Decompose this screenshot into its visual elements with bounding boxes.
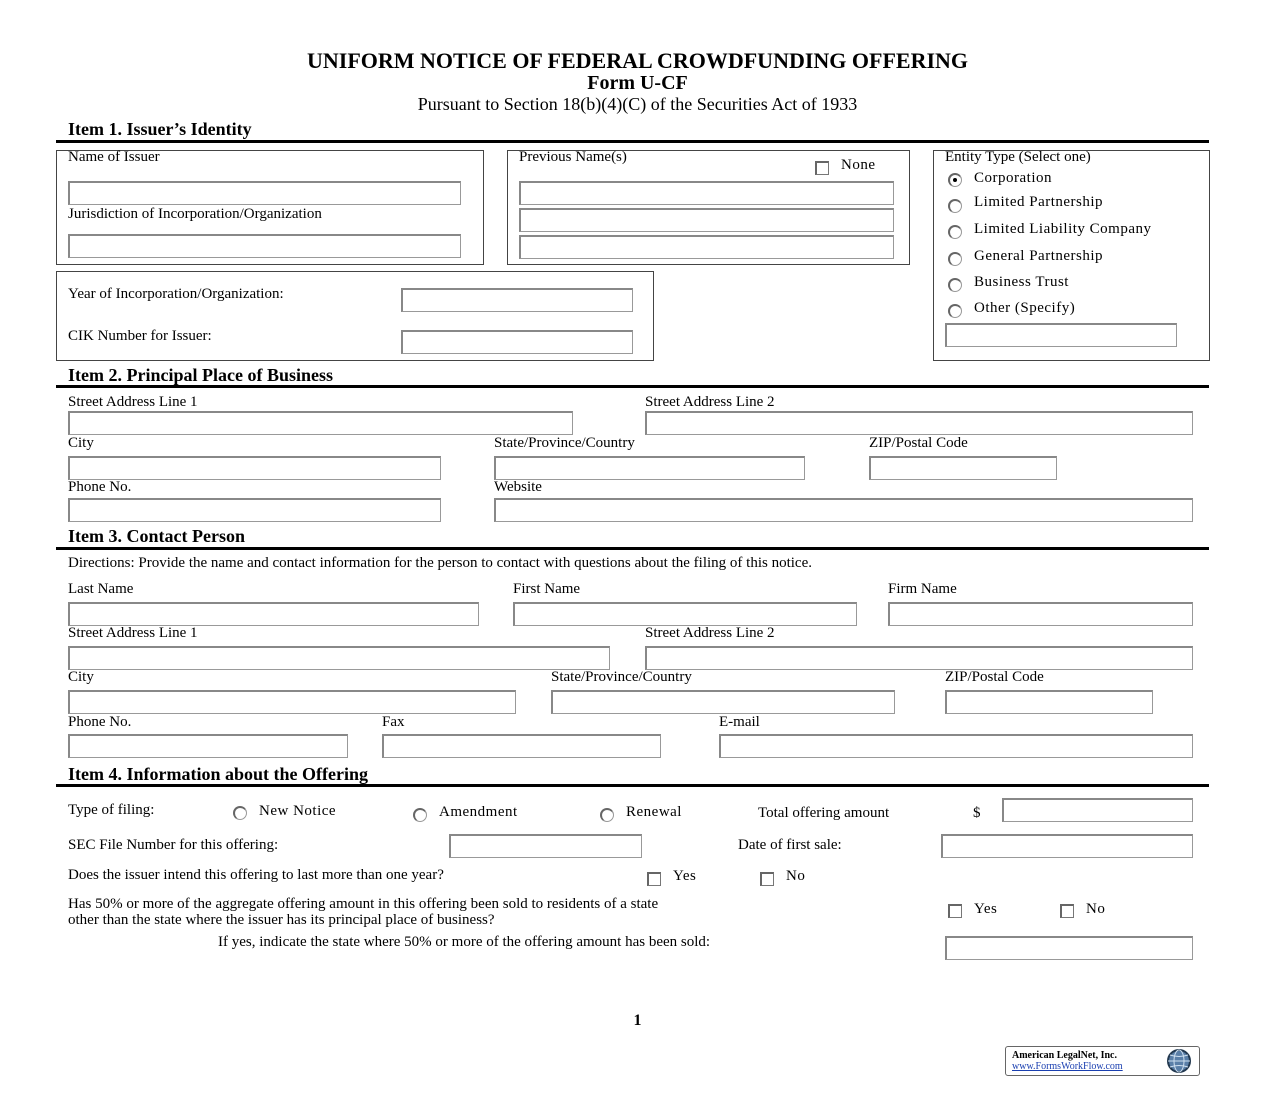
entity-option-llc: Limited Liability Company — [974, 221, 1152, 237]
item1-heading: Item 1. Issuer’s Identity — [68, 119, 252, 139]
form-title: UNIFORM NOTICE OF FEDERAL CROWDFUNDING OFFERING — [306, 48, 969, 73]
fifty-percent-question-line1: Has 50% or more of the aggregate offering amount in this offering been sold to residents of a state — [68, 896, 659, 912]
none-checkbox[interactable] — [815, 161, 829, 175]
one-year-yes-label: Yes — [673, 868, 697, 884]
total-amount-label: Total offering amount — [758, 805, 890, 821]
entity-radio-other[interactable] — [948, 304, 962, 318]
contact-zip-label: ZIP/Postal Code — [945, 669, 1044, 685]
entity-option-corporation: Corporation — [974, 170, 1052, 186]
business-street2-label: Street Address Line 2 — [645, 394, 775, 410]
one-year-no-checkbox[interactable] — [760, 872, 774, 886]
item2-rule — [56, 385, 1209, 388]
state-question: If yes, indicate the state where 50% or more of the offering amount has been sold: — [218, 934, 711, 950]
firm-name-label: Firm Name — [888, 581, 957, 597]
business-street1-label: Street Address Line 1 — [68, 394, 198, 410]
filing-option-new-notice: New Notice — [259, 803, 337, 819]
first-sale-input[interactable] — [941, 834, 1193, 858]
cik-label: CIK Number for Issuer: — [68, 328, 212, 344]
contact-phone-label: Phone No. — [68, 714, 132, 730]
item1-rule — [56, 140, 1209, 143]
entity-radio-general-partnership[interactable] — [948, 252, 962, 266]
business-street2-input[interactable] — [645, 411, 1193, 435]
contact-directions: Directions: Provide the name and contact information for the person to contact with questions about the filing of this notice. — [68, 555, 812, 571]
contact-zip-input[interactable] — [945, 690, 1153, 714]
business-zip-label: ZIP/Postal Code — [869, 435, 968, 451]
previous-name-input-2[interactable] — [519, 208, 894, 232]
dollar-sign: $ — [973, 805, 981, 821]
type-of-filing-label: Type of filing: — [68, 802, 155, 818]
logo-url-link[interactable]: www.FormsWorkFlow.com — [1012, 1061, 1123, 1072]
business-state-input[interactable] — [494, 456, 805, 480]
filing-radio-renewal[interactable] — [600, 808, 614, 822]
logo-company-name: American LegalNet, Inc. — [1012, 1050, 1117, 1061]
contact-state-label: State/Province/Country — [551, 669, 692, 685]
page-number: 1 — [633, 1012, 642, 1029]
one-year-no-label: No — [786, 868, 806, 884]
globe-icon — [1166, 1048, 1192, 1074]
fifty-percent-question-line2: other than the state where the issuer has its principal place of business? — [68, 912, 495, 928]
business-zip-input[interactable] — [869, 456, 1057, 480]
year-label: Year of Incorporation/Organization: — [68, 286, 284, 302]
entity-option-business-trust: Business Trust — [974, 274, 1069, 290]
firm-name-input[interactable] — [888, 602, 1193, 626]
business-city-input[interactable] — [68, 456, 441, 480]
contact-street2-label: Street Address Line 2 — [645, 625, 775, 641]
form-subtitle: Pursuant to Section 18(b)(4)(C) of the Securities Act of 1933 — [417, 94, 858, 114]
contact-phone-input[interactable] — [68, 734, 348, 758]
website-label: Website — [494, 479, 542, 495]
contact-street2-input[interactable] — [645, 646, 1193, 670]
one-year-question: Does the issuer intend this offering to last more than one year? — [68, 867, 444, 883]
contact-city-label: City — [68, 669, 94, 685]
business-street1-input[interactable] — [68, 411, 573, 435]
fifty-percent-yes-checkbox[interactable] — [948, 904, 962, 918]
business-phone-input[interactable] — [68, 498, 441, 522]
total-amount-input[interactable] — [1002, 798, 1193, 822]
previous-name-input-1[interactable] — [519, 181, 894, 205]
website-input[interactable] — [494, 498, 1193, 522]
entity-radio-corporation[interactable] — [948, 173, 962, 187]
entity-radio-business-trust[interactable] — [948, 278, 962, 292]
email-label: E-mail — [719, 714, 760, 730]
last-name-label: Last Name — [68, 581, 134, 597]
jurisdiction-label: Jurisdiction of Incorporation/Organization — [68, 206, 322, 222]
name-of-issuer-input[interactable] — [68, 181, 461, 205]
contact-street1-input[interactable] — [68, 646, 610, 670]
email-input[interactable] — [719, 734, 1193, 758]
name-of-issuer-label: Name of Issuer — [68, 149, 160, 165]
fifty-percent-no-checkbox[interactable] — [1060, 904, 1074, 918]
cik-input[interactable] — [401, 330, 633, 354]
fax-label: Fax — [382, 714, 405, 730]
filing-radio-new-notice[interactable] — [233, 806, 247, 820]
entity-option-other: Other (Specify) — [974, 300, 1076, 316]
first-name-label: First Name — [513, 581, 581, 597]
item2-heading: Item 2. Principal Place of Business — [68, 365, 333, 385]
fax-input[interactable] — [382, 734, 661, 758]
contact-street1-label: Street Address Line 1 — [68, 625, 198, 641]
sec-file-input[interactable] — [449, 834, 642, 858]
contact-city-input[interactable] — [68, 690, 516, 714]
none-label: None — [841, 157, 876, 173]
filing-option-renewal: Renewal — [626, 804, 682, 820]
entity-radio-llc[interactable] — [948, 225, 962, 239]
entity-type-label: Entity Type (Select one) — [945, 149, 1091, 165]
item3-rule — [56, 547, 1209, 550]
fifty-percent-yes-label: Yes — [974, 901, 998, 917]
previous-names-label: Previous Name(s) — [519, 149, 627, 165]
business-phone-label: Phone No. — [68, 479, 132, 495]
last-name-input[interactable] — [68, 602, 479, 626]
other-specify-input[interactable] — [945, 323, 1177, 347]
contact-state-input[interactable] — [551, 690, 895, 714]
item4-heading: Item 4. Information about the Offering — [68, 764, 368, 784]
first-name-input[interactable] — [513, 602, 857, 626]
first-sale-label: Date of first sale: — [738, 837, 842, 853]
filing-radio-amendment[interactable] — [413, 808, 427, 822]
business-state-label: State/Province/Country — [494, 435, 635, 451]
year-input[interactable] — [401, 288, 633, 312]
sec-file-label: SEC File Number for this offering: — [68, 837, 279, 853]
american-legalnet-logo[interactable] — [1005, 1046, 1200, 1076]
filing-option-amendment: Amendment — [439, 804, 518, 820]
entity-option-limited-partnership: Limited Partnership — [974, 194, 1104, 210]
state-sold-input[interactable] — [945, 936, 1193, 960]
item3-heading: Item 3. Contact Person — [68, 526, 245, 546]
form-number: Form U-CF — [587, 72, 688, 94]
previous-name-input-3[interactable] — [519, 235, 894, 259]
business-city-label: City — [68, 435, 94, 451]
item4-rule — [56, 784, 1209, 787]
entity-option-general-partnership: General Partnership — [974, 248, 1104, 264]
jurisdiction-input[interactable] — [68, 234, 461, 258]
entity-radio-limited-partnership[interactable] — [948, 199, 962, 213]
fifty-percent-no-label: No — [1086, 901, 1106, 917]
one-year-yes-checkbox[interactable] — [647, 872, 661, 886]
